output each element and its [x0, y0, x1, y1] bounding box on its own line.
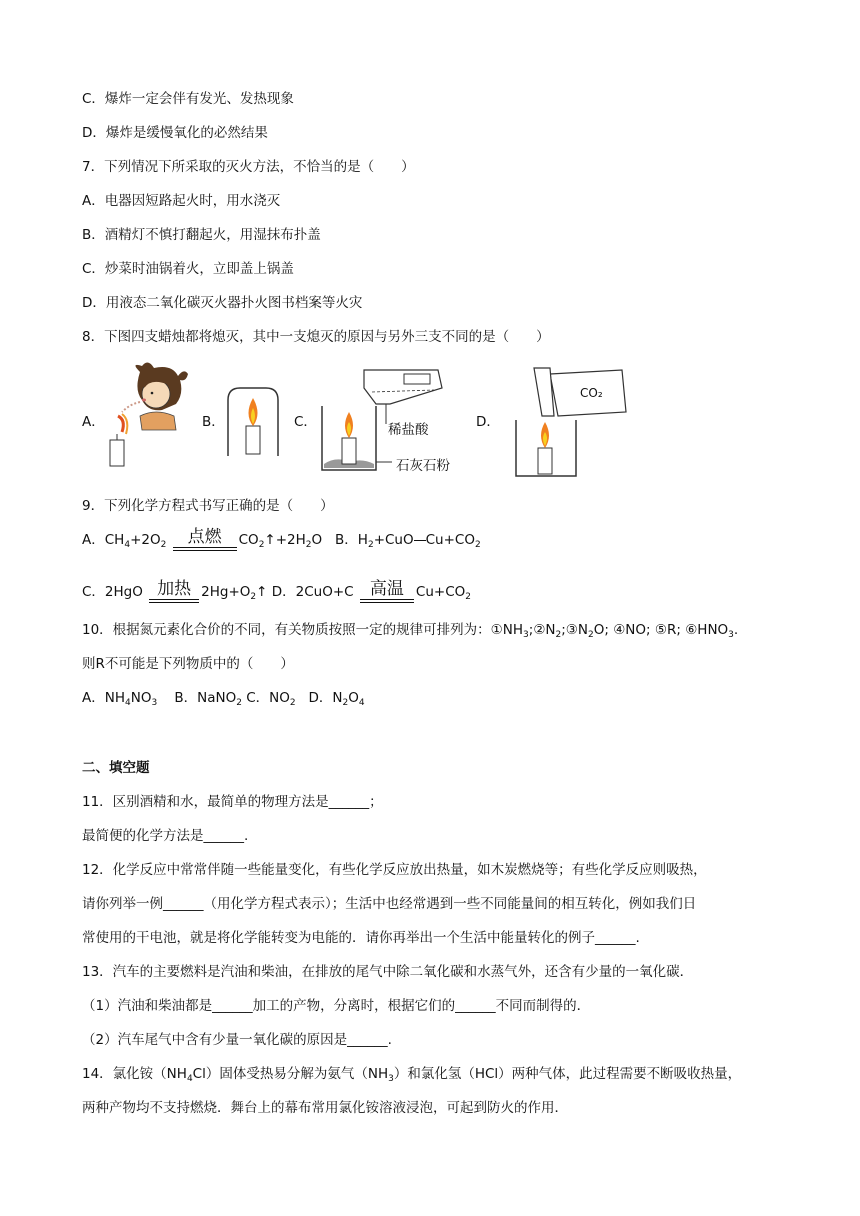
q12-line2: 请你列举一例______（用化学方程式表示）；生活中也经常遇到一些不同能量间的相互转化，例如我们日 — [82, 896, 697, 912]
q8-option-c-label: C． — [294, 414, 317, 430]
q7-option-c: C．炒菜时油锅着火，立即盖上锅盖 — [82, 261, 294, 277]
bell-jar-candle-figure — [224, 384, 282, 458]
q8-stem: 8．下图四支蜡烛都将熄灭，其中一支熄灭的原因与另外三支不同的是（ ） — [82, 329, 550, 345]
q13-line1: 13．汽车的主要燃料是汽油和柴油，在排放的尾气中除二氧化碳和水蒸气外，还含有少量的一氧化碳． — [82, 964, 694, 980]
q11-line2: 最简便的化学方法是______. — [82, 828, 249, 844]
girl-blowing-candle-figure — [100, 360, 192, 468]
q10-stem-line1: 10．根据氮元素化合价的不同，有关物质按照一定的规律可排列为：$①NH_3;②N_2;③N_2O$; ④NO; ⑤R; $⑥HNO_3$. — [82, 622, 739, 640]
q6-option-d: D．爆炸是缓慢氧化的必然结果 — [82, 125, 268, 141]
q13-line2: （1）汽油和柴油都是______加工的产物，分离时，根据它们的______不同而制得的． — [82, 998, 591, 1014]
co2-pouring-beaker-figure — [498, 364, 628, 480]
q10-stem-line2: 则R不可能是下列物质中的（ ） — [82, 656, 294, 672]
q9-stem: 9．下列化学方程式书写正确的是（ ） — [82, 498, 334, 514]
q8-option-b-label: B． — [202, 414, 225, 430]
q14-line1: 14．氯化铵$(NH_4Cl)$固体受热易分解为氨气$(NH_3)$和氯化氢（HCl）两种气体，此过程需要不断吸收热量， — [82, 1066, 742, 1084]
section-fill-in-blank-heading: 二、填空题 — [82, 760, 150, 776]
q12-line3: 常使用的干电池，就是将化学能转变为电能的．请你再举出一个生活中能量转化的例子______. — [82, 930, 640, 946]
q14-line2: 两种产物均不支持燃烧．舞台上的幕布常用氯化铵溶液浸泡，可起到防火的作用． — [82, 1100, 568, 1116]
q9-options-cd: C．2HgO 加热 $2Hg+O_2↑$ D．2CuO+C 高温 $Cu+CO_2$ — [82, 579, 471, 602]
label-dilute-hydrochloric-acid: 稀盐酸 — [388, 422, 429, 438]
label-co2: CO₂ — [580, 386, 603, 400]
q9-options-ab: A．$CH_4+2O_2$ 点燃 $CO_2↑+2H_2O$ B．$H_2+CuO$ $Cu+CO_2$ — [82, 527, 481, 550]
q8-option-a-label: A． — [82, 414, 105, 430]
q6-option-c: C．爆炸一定会伴有发光、发热现象 — [82, 91, 294, 107]
q7-stem: 7．下列情况下所采取的灭火方法，不恰当的是（ ） — [82, 159, 415, 175]
q12-line1: 12．化学反应中常常伴随一些能量变化，有些化学反应放出热量，如木炭燃烧等；有些化学反应则吸热， — [82, 862, 707, 878]
label-limestone-powder: 石灰石粉 — [396, 458, 450, 474]
q7-option-a: A．电器因短路起火时，用水浇灭 — [82, 193, 281, 209]
q13-line3: （2）汽车尾气中含有少量一氧化碳的原因是______. — [82, 1032, 392, 1048]
q7-option-d: D．用液态二氧化碳灭火器扑火图书档案等火灾 — [82, 295, 363, 311]
q10-options: A．$NH_4NO_3$ B．NaNO$_2$ C．$NO_2$ D．$N_2O_4$ — [82, 690, 365, 708]
q7-option-b: B．酒精灯不慎打翻起火，用湿抹布扑盖 — [82, 227, 321, 243]
q8-option-d-label: D． — [476, 414, 500, 430]
q11-line1: 11．区别酒精和水，最简单的物理方法是______； — [82, 794, 383, 810]
